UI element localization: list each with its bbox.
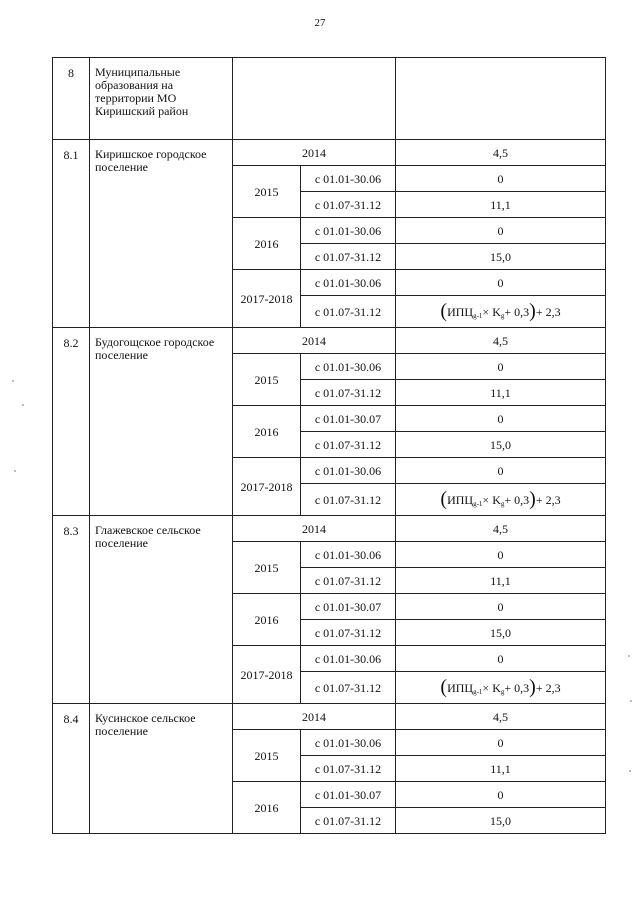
period-cell: с 01.01-30.07 (301, 406, 396, 432)
formula-times: × K (482, 492, 501, 507)
value-cell: 0 (396, 646, 606, 672)
scan-speck (12, 380, 14, 382)
year-cell: 2014 (233, 704, 396, 730)
period-cell: с 01.07-31.12 (301, 756, 396, 782)
table-row (53, 328, 606, 354)
period-cell: с 01.01-30.06 (301, 458, 396, 484)
year-cell: 2014 (233, 516, 396, 542)
scan-speck (14, 470, 16, 472)
value-formula (396, 672, 606, 704)
value-cell: 0 (396, 166, 606, 192)
year-cell: 2017-2018 (233, 458, 301, 516)
formula-k-sub: g (500, 499, 505, 508)
value-cell: 4,5 (396, 140, 606, 166)
period-cell: с 01.07-31.12 (301, 192, 396, 218)
formula-plus: + 0,3 (504, 492, 530, 507)
row-number: 8 (53, 58, 90, 140)
value-cell: 0 (396, 218, 606, 244)
value-cell: 0 (396, 782, 606, 808)
period-cell: с 01.07-31.12 (301, 568, 396, 594)
value-cell: 0 (396, 406, 606, 432)
period-cell: с 01.07-31.12 (301, 620, 396, 646)
year-cell: 2015 (233, 542, 301, 594)
period-cell: с 01.01-30.06 (301, 218, 396, 244)
period-cell: с 01.01-30.06 (301, 354, 396, 380)
period-cell: с 01.07-31.12 (301, 432, 396, 458)
close-paren: ) (529, 299, 536, 322)
period-cell: с 01.01-30.06 (301, 270, 396, 296)
value-cell: 0 (396, 542, 606, 568)
year-cell: 2016 (233, 218, 301, 270)
formula-base-sub: g-1 (473, 499, 483, 508)
period-cell: с 01.01-30.06 (301, 542, 396, 568)
table-row (53, 140, 606, 166)
year-cell: 2014 (233, 328, 396, 354)
value-cell: 15,0 (396, 808, 606, 834)
tariff-formula (440, 675, 561, 698)
settlement-name: Будогощское городское поселение (90, 328, 233, 516)
period-cell: с 01.07-31.12 (301, 808, 396, 834)
value-cell: 4,5 (396, 516, 606, 542)
formula-tail: + 2,3 (535, 492, 561, 507)
close-paren: ) (529, 487, 536, 510)
empty-cell (233, 58, 396, 140)
period-cell: с 01.07-31.12 (301, 672, 396, 704)
formula-base-sub: g-1 (473, 311, 483, 320)
formula-base: ИПЦ (447, 304, 474, 319)
formula-plus: + 0,3 (504, 680, 530, 695)
value-cell: 4,5 (396, 328, 606, 354)
value-cell: 0 (396, 354, 606, 380)
formula-k-sub: g (500, 687, 505, 696)
scan-speck (628, 655, 630, 657)
municipality-name: Муниципальные образования на территории МО Киришский район (90, 58, 233, 140)
value-cell: 11,1 (396, 756, 606, 782)
value-cell: 0 (396, 270, 606, 296)
value-formula (396, 484, 606, 516)
tariff-formula (440, 299, 561, 322)
value-cell: 15,0 (396, 244, 606, 270)
formula-k-sub: g (500, 311, 505, 320)
empty-cell (396, 58, 606, 140)
section-number: 8.3 (53, 516, 90, 704)
year-cell: 2016 (233, 406, 301, 458)
section-number: 8.1 (53, 140, 90, 328)
value-cell: 4,5 (396, 704, 606, 730)
period-cell: с 01.07-31.12 (301, 296, 396, 328)
scan-speck (629, 770, 631, 772)
period-cell: с 01.01-30.07 (301, 782, 396, 808)
close-paren: ) (529, 675, 536, 698)
scan-speck (630, 700, 632, 702)
period-cell: с 01.01-30.06 (301, 730, 396, 756)
period-cell: с 01.01-30.06 (301, 646, 396, 672)
value-cell: 15,0 (396, 620, 606, 646)
value-cell: 11,1 (396, 192, 606, 218)
year-cell: 2017-2018 (233, 270, 301, 328)
period-cell: с 01.07-31.12 (301, 380, 396, 406)
value-cell: 15,0 (396, 432, 606, 458)
period-cell: с 01.01-30.07 (301, 594, 396, 620)
year-cell: 2017-2018 (233, 646, 301, 704)
open-paren: ( (440, 487, 448, 510)
formula-base: ИПЦ (447, 492, 474, 507)
section-number: 8.2 (53, 328, 90, 516)
formula-tail: + 2,3 (535, 680, 561, 695)
value-cell: 0 (396, 594, 606, 620)
year-cell: 2016 (233, 782, 301, 834)
page-number: 27 (314, 17, 326, 29)
year-cell: 2015 (233, 730, 301, 782)
open-paren: ( (440, 299, 448, 322)
tariff-formula (440, 487, 561, 510)
settlement-name: Глажевское сельское поселение (90, 516, 233, 704)
period-cell: с 01.01-30.06 (301, 166, 396, 192)
period-cell: с 01.07-31.12 (301, 484, 396, 516)
formula-plus: + 0,3 (504, 304, 530, 319)
formula-tail: + 2,3 (535, 304, 561, 319)
table-header-row (53, 58, 606, 140)
tariff-table (52, 57, 606, 834)
period-cell: с 01.07-31.12 (301, 244, 396, 270)
settlement-name: Киришское городское поселение (90, 140, 233, 328)
table-row (53, 704, 606, 730)
scan-speck (22, 404, 24, 406)
settlement-name: Кусинское сельское поселение (90, 704, 233, 834)
section-number: 8.4 (53, 704, 90, 834)
value-formula (396, 296, 606, 328)
year-cell: 2015 (233, 354, 301, 406)
formula-base-sub: g-1 (473, 687, 483, 696)
value-cell: 11,1 (396, 380, 606, 406)
value-cell: 0 (396, 458, 606, 484)
year-cell: 2016 (233, 594, 301, 646)
formula-base: ИПЦ (447, 680, 474, 695)
formula-times: × K (482, 680, 501, 695)
year-cell: 2015 (233, 166, 301, 218)
value-cell: 11,1 (396, 568, 606, 594)
formula-times: × K (482, 304, 501, 319)
table-row (53, 516, 606, 542)
value-cell: 0 (396, 730, 606, 756)
year-cell: 2014 (233, 140, 396, 166)
open-paren: ( (440, 675, 448, 698)
